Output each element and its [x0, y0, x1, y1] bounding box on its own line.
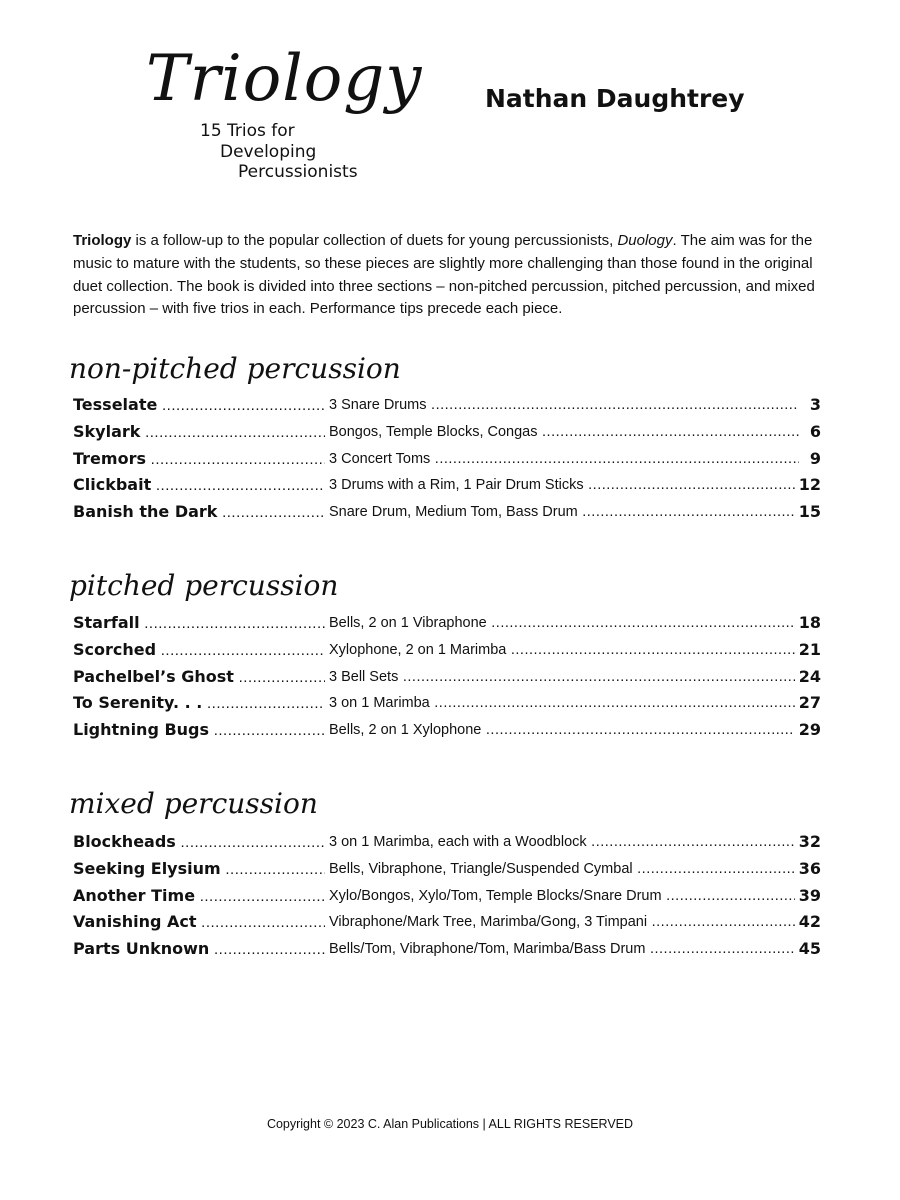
page-number: 39: [795, 885, 821, 907]
section-title-non-pitched: non-pitched percussion: [69, 352, 401, 385]
piece-name: Tesselate: [73, 395, 158, 414]
piece-name: Seeking Elysium: [73, 858, 221, 878]
page-number: 45: [795, 938, 821, 960]
toc-entry[interactable]: [73, 639, 823, 666]
page-number: 12: [795, 474, 821, 496]
piece-instruments: 3 Snare Drums: [329, 397, 427, 413]
toc-entry[interactable]: [73, 501, 823, 528]
piece-name: Scorched: [73, 639, 157, 659]
toc-entry[interactable]: [73, 911, 823, 938]
page-number: 32: [795, 831, 821, 853]
intro-text-part-1: is a follow-up to the popular collection of duets for young percussionists,: [131, 232, 618, 249]
piece-instruments: Bells/Tom, Vibraphone/Tom, Marimba/Bass Drum: [329, 941, 646, 958]
page-number: 18: [795, 612, 821, 634]
piece-instruments: Bells, Vibraphone, Triangle/Suspended Cymbal: [329, 860, 633, 877]
intro-bold-title: Triology: [73, 232, 132, 249]
piece-name: Blockheads: [73, 832, 176, 851]
piece-name: Tremors: [73, 448, 146, 468]
book-logo: [138, 38, 423, 188]
page-number: 15: [795, 501, 821, 523]
author-name: Nathan Daughtrey: [485, 84, 745, 113]
piece-name: Skylark: [73, 421, 141, 441]
piece-instruments: 3 on 1 Marimba: [329, 695, 430, 712]
piece-instruments: Bells, 2 on 1 Vibraphone: [329, 615, 487, 631]
piece-instruments: Bongos, Temple Blocks, Congas: [329, 423, 538, 440]
page-number: 24: [795, 666, 821, 688]
page-number: 6: [806, 421, 821, 443]
page-number: 36: [795, 858, 821, 880]
piece-instruments: Snare Drum, Medium Tom, Bass Drum: [329, 504, 578, 521]
piece-instruments: Xylophone, 2 on 1 Marimba: [329, 641, 507, 658]
page-number: 42: [795, 911, 821, 933]
book-subtitle-line-1: 15 Trios for: [200, 121, 295, 141]
piece-instruments: 3 Concert Toms: [329, 450, 431, 467]
piece-name: To Serenity. . .: [73, 693, 203, 713]
piece-instruments: 3 Bell Sets: [329, 668, 399, 685]
copyright-notice: Copyright © 2023 C. Alan Publications | ALL RIGHTS RESERVED: [266, 1117, 634, 1131]
piece-instruments: Xylo/Bongos, Xylo/Tom, Temple Blocks/Snare Drum: [329, 887, 662, 904]
page-number: 29: [795, 719, 821, 741]
piece-name: Starfall: [73, 613, 140, 632]
intro-paragraph: [73, 230, 833, 321]
piece-instruments: 3 on 1 Marimba, each with a Woodblock: [329, 834, 587, 850]
toc-mixed: [73, 831, 823, 965]
page-number: 9: [806, 448, 821, 470]
piece-instruments: Bells, 2 on 1 Xylophone: [329, 722, 482, 739]
piece-name: Banish the Dark: [73, 502, 218, 522]
toc-pitched: [73, 612, 823, 746]
piece-name: Clickbait: [73, 475, 152, 495]
toc-entry[interactable]: [73, 858, 823, 885]
book-subtitle-line-3: Percussionists: [238, 162, 358, 182]
toc-entry[interactable]: [73, 448, 823, 475]
toc-entry[interactable]: [73, 666, 823, 693]
toc-entry[interactable]: [73, 612, 823, 639]
piece-instruments: Vibraphone/Mark Tree, Marimba/Gong, 3 Timpani: [329, 914, 648, 931]
piece-name: Pachelbel’s Ghost: [73, 666, 234, 686]
book-subtitle-line-2: Developing: [220, 142, 317, 162]
piece-name: Lightning Bugs: [73, 720, 210, 740]
toc-entry[interactable]: [73, 831, 823, 858]
piece-name: Another Time: [73, 885, 196, 905]
toc-entry[interactable]: [73, 885, 823, 912]
book-title: Triology: [146, 42, 423, 116]
page-number: 3: [806, 394, 821, 416]
section-title-pitched: pitched percussion: [69, 569, 339, 602]
piece-name: Parts Unknown: [73, 939, 210, 959]
toc-entry[interactable]: [73, 938, 823, 965]
piece-name: Vanishing Act: [73, 912, 197, 932]
intro-italic-title: Duology: [617, 232, 673, 249]
section-title-mixed: mixed percussion: [69, 787, 318, 820]
toc-entry[interactable]: [73, 421, 823, 448]
toc-entry[interactable]: [73, 719, 823, 746]
toc-entry[interactable]: [73, 394, 823, 421]
toc-non-pitched: [73, 394, 823, 528]
intro-text-part-2: . The aim was for the music to mature with the students, so these pieces are slightly more challenging than those found in the original duet collection. The book is divided into three sections – non-pitched percussion, pitched percussion, and mixed percussion – with five trios in each. Performance tips precede each piece.: [73, 232, 815, 318]
page-number: 27: [795, 692, 821, 714]
toc-entry[interactable]: [73, 692, 823, 719]
piece-instruments: 3 Drums with a Rim, 1 Pair Drum Sticks: [329, 477, 584, 494]
page-number: 21: [795, 639, 821, 661]
toc-entry[interactable]: [73, 474, 823, 501]
